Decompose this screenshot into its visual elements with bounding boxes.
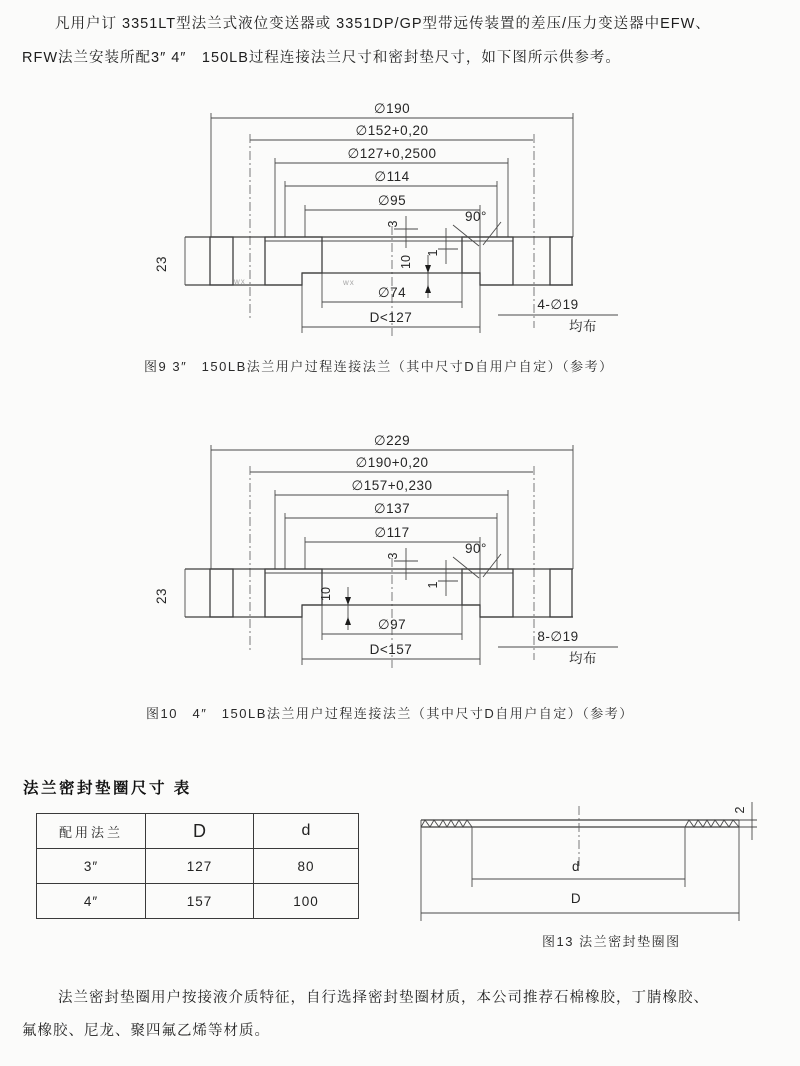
- table-cell: 100: [254, 884, 359, 919]
- table-header-d: d: [254, 814, 359, 849]
- fig9-dim-d5: ∅95: [377, 193, 407, 208]
- fig13-dim-thickness: 2: [733, 806, 747, 814]
- table-row: [37, 884, 359, 919]
- table-cell: 80: [254, 849, 359, 884]
- fig10-thickness-dim: [154, 569, 185, 617]
- fig9-dim-d3: ∅127+0,2500: [347, 146, 437, 161]
- table-header-D: D: [146, 814, 254, 849]
- fig10-dim-holes-note: 均布: [569, 651, 597, 666]
- fig9-diameter-labels: [348, 101, 437, 208]
- fig10-flange-body: [185, 569, 573, 617]
- fig9-dim-angle: 90°: [465, 209, 487, 224]
- fig9-dim-d1: ∅190: [373, 101, 411, 116]
- intro-paragraph-line2: RFW法兰安装所配3″ 4″ 150LB过程连接法兰尺寸和密封垫尺寸，如下图所示供参考。: [22, 50, 621, 66]
- fig10-dim-thickness: 23: [154, 587, 169, 605]
- closing-paragraph-line1: 法兰密封垫圈用户按接液介质特征，自行选择密封垫圈材质，本公司推荐石棉橡胶，丁腈橡胶、: [58, 990, 709, 1006]
- fig10-dim-depth: 10: [319, 587, 333, 601]
- fig9-centerlines: [250, 134, 534, 336]
- fig9-bottom-dims: [302, 285, 618, 334]
- fig9-dim-recess: D<127: [369, 310, 413, 325]
- table-cell: 3″: [37, 849, 146, 884]
- fig10-dim-holes: 8-∅19: [537, 629, 579, 644]
- fig9-watermark: wx: [234, 277, 246, 286]
- fig10-dim-recess: D<157: [369, 642, 413, 657]
- fig9-dim-thickness: 23: [154, 255, 169, 273]
- fig10-depth-dim: [319, 587, 351, 630]
- table-cell: 127: [146, 849, 254, 884]
- fig9-technical-drawing: [150, 88, 670, 356]
- fig9-thickness-dim: [154, 237, 185, 285]
- fig10-dim-angle: 90°: [465, 541, 487, 556]
- fig10-dim-d2: ∅190+0,20: [355, 455, 429, 470]
- fig10-dim-d3: ∅157+0,230: [351, 478, 433, 493]
- fig9-dim-gap: 1: [426, 249, 440, 257]
- table-row: [37, 849, 359, 884]
- fig9-caption: 图9 3″ 150LB法兰用户过程连接法兰（其中尺寸D自用户自定）（参考）: [144, 359, 614, 374]
- fig13-caption: 图13 法兰密封垫圈图: [542, 934, 681, 949]
- fig9-watermark: wx: [343, 278, 355, 287]
- fig10-diameter-labels: [352, 433, 433, 540]
- fig9-dim-d4: ∅114: [374, 169, 410, 184]
- fig9-dim-step: 3: [386, 220, 400, 228]
- fig13-dim-D: D: [570, 891, 582, 906]
- fig10-dim-bore: ∅97: [377, 617, 407, 632]
- fig10-dim-step: 3: [386, 552, 400, 560]
- fig9-dim-holes: 4-∅19: [537, 297, 579, 312]
- fig10-caption: 图10 4″ 150LB法兰用户过程连接法兰（其中尺寸D自用户自定）（参考）: [146, 706, 634, 721]
- fig10-dim-d5: ∅117: [374, 525, 410, 540]
- fig10-dim-d1: ∅229: [373, 433, 411, 448]
- table-cell: 4″: [37, 884, 146, 919]
- fig9-dim-holes-note: 均布: [569, 319, 597, 334]
- fig9-dim-bore: ∅74: [377, 285, 407, 300]
- table-header-row: [37, 814, 359, 849]
- fig9-dim-d2: ∅152+0,20: [355, 123, 429, 138]
- intro-paragraph-line1: 凡用户订 3351LT型法兰式液位变送器或 3351DP/GP型带远传装置的差压/压力变送器中EFW、: [55, 16, 711, 32]
- table-cell: 157: [146, 884, 254, 919]
- table-header-flange: 配用法兰: [37, 814, 146, 849]
- fig10-dim-d4: ∅137: [373, 501, 411, 516]
- closing-paragraph-line2: 氟橡胶、尼龙、聚四氟乙烯等材质。: [22, 1023, 270, 1039]
- fig10-centerlines: [250, 466, 534, 668]
- fig13-gasket-body: [421, 820, 739, 827]
- fig13-gasket-drawing: [405, 793, 785, 943]
- fig10-dim-gap: 1: [426, 581, 440, 589]
- fig13-dim-d: d: [571, 859, 581, 874]
- fig9-flange-body: [185, 237, 573, 287]
- gasket-size-table: [36, 813, 359, 919]
- gasket-section-title: 法兰密封垫圈尺寸 表: [23, 780, 192, 797]
- fig10-technical-drawing: [150, 420, 670, 688]
- fig9-dim-depth: 10: [399, 255, 413, 269]
